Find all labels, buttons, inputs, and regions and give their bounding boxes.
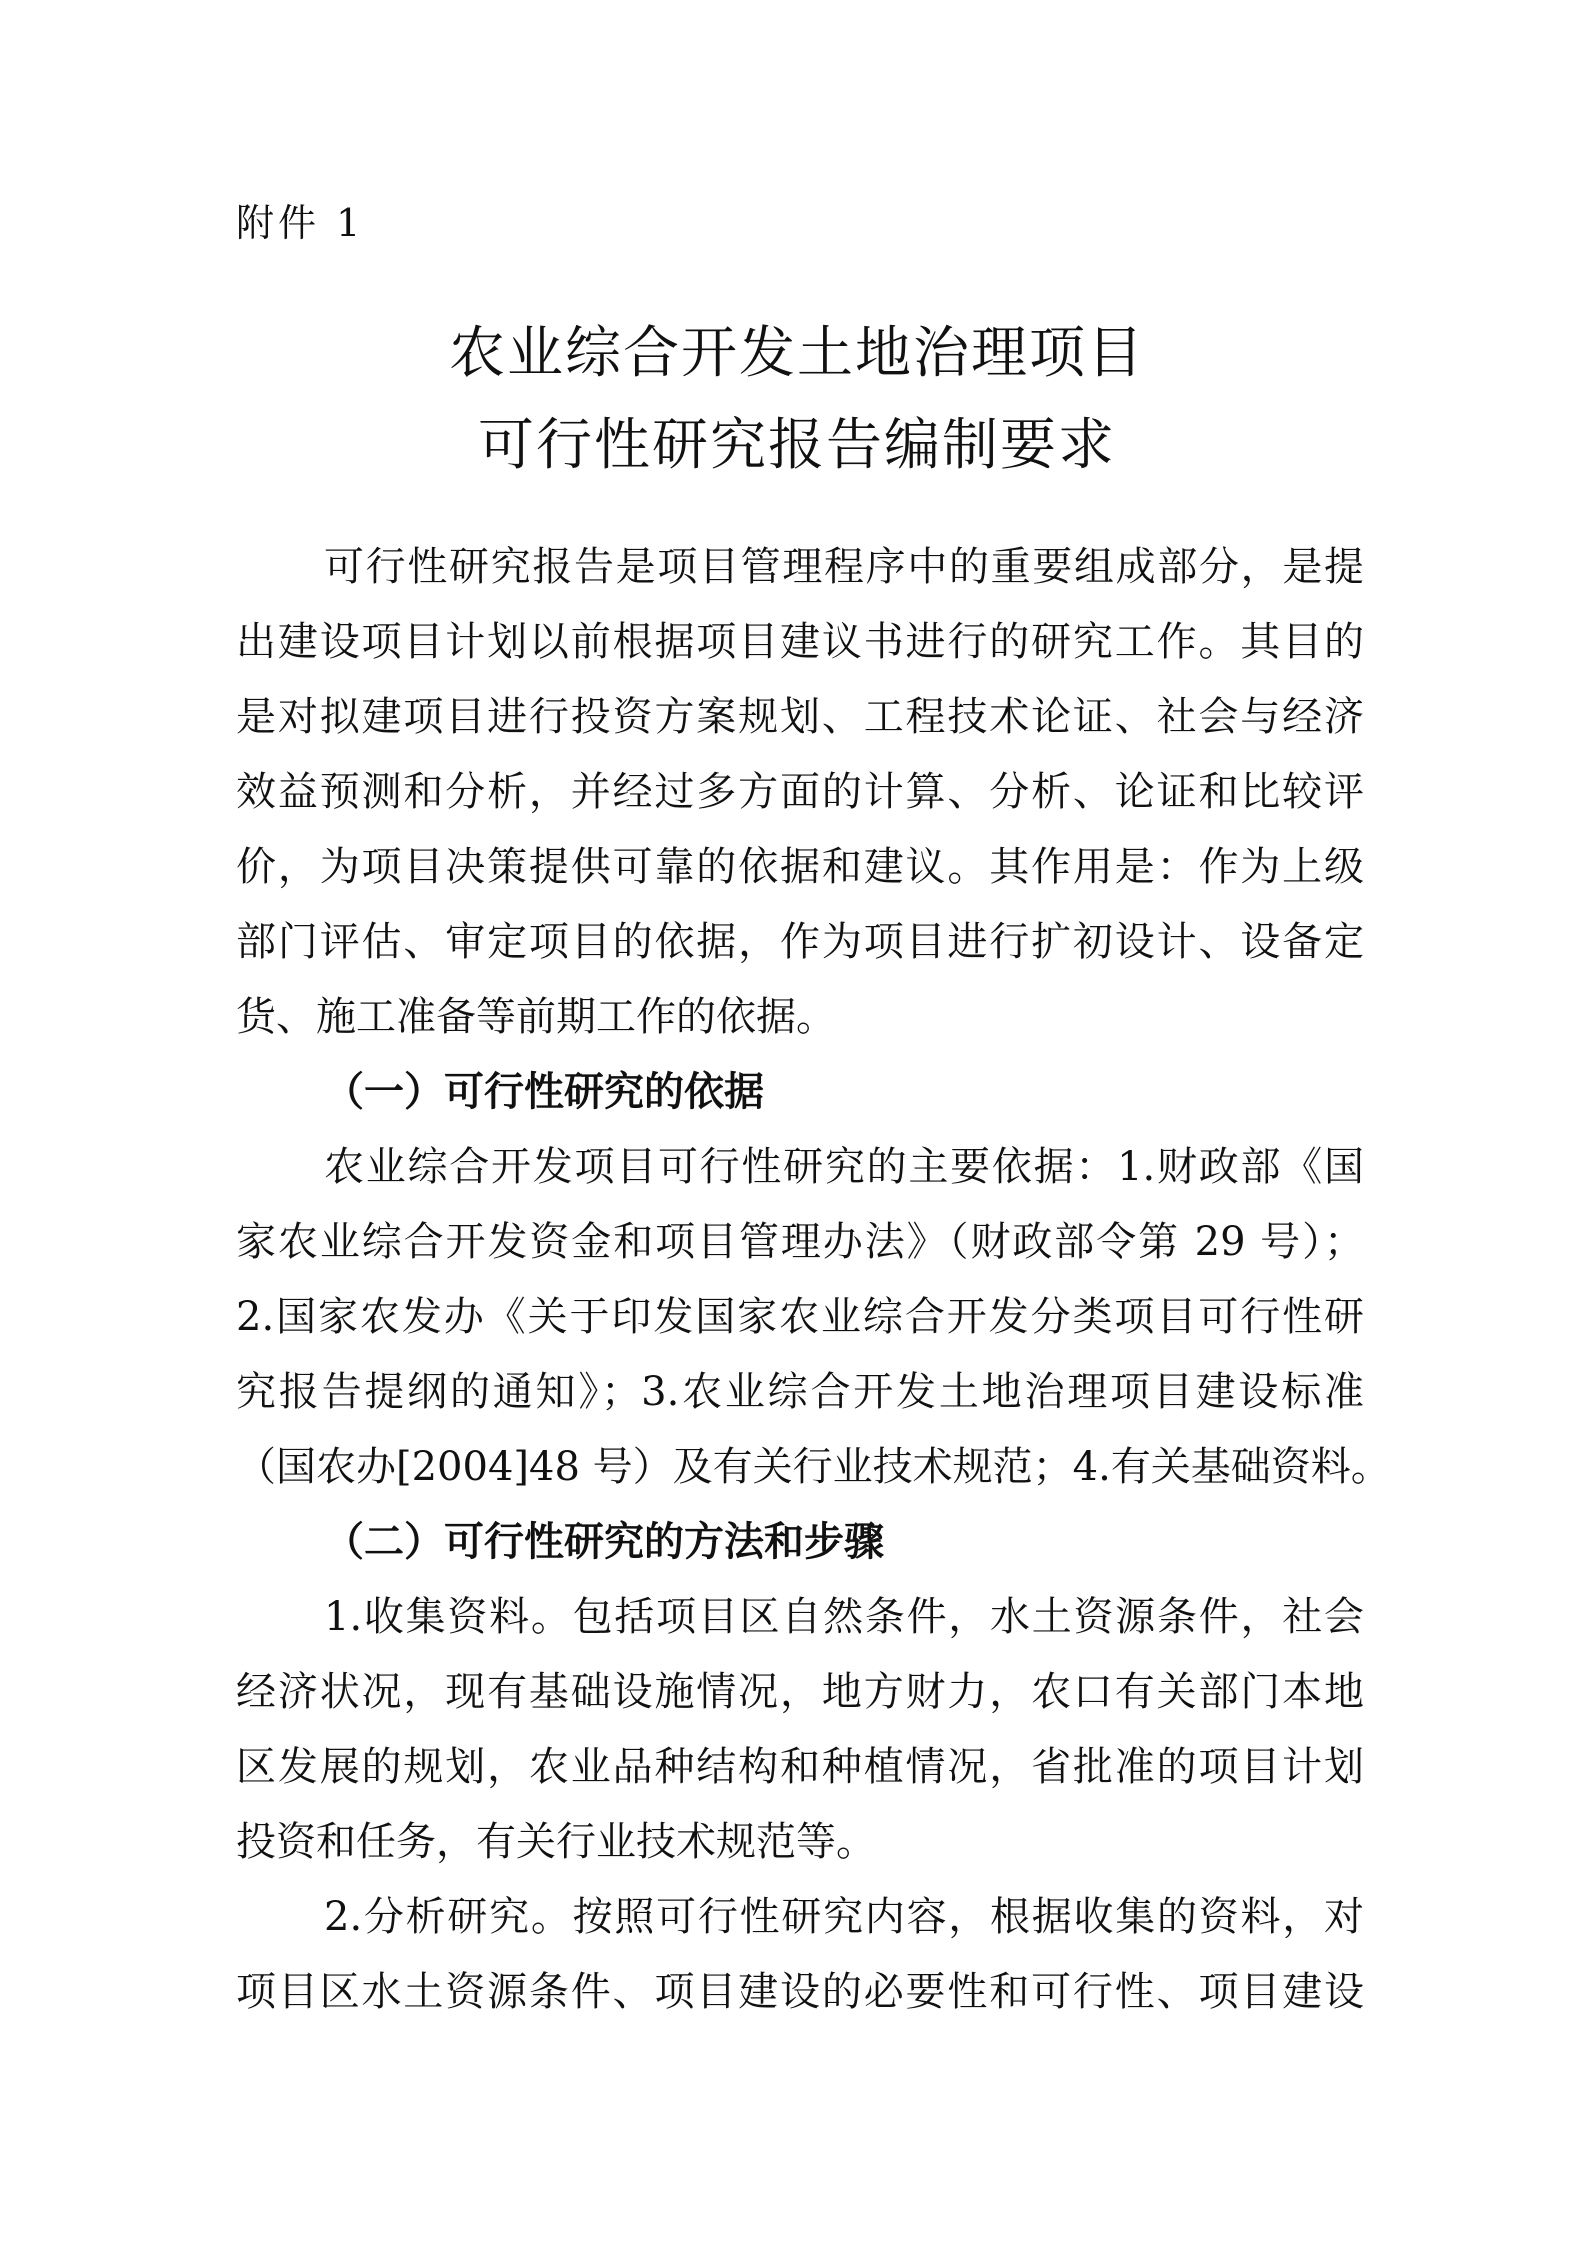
- collect-line: 区发展的规划，农业品种结构和种植情况，省批准的项目计划: [236, 1744, 1364, 1790]
- basis-line: 家农业综合开发资金和项目管理办法》（财政部令第 29 号）；: [236, 1219, 1364, 1265]
- intro-line: 货、施工准备等前期工作的依据。: [236, 994, 836, 1040]
- collect-line: 1.收集资料。包括项目区自然条件，水土资源条件，社会: [324, 1594, 1364, 1640]
- attachment-label: 附件 1: [236, 201, 365, 245]
- section-heading-methods: （二）可行性研究的方法和步骤: [324, 1519, 884, 1565]
- intro-line: 价，为项目决策提供可靠的依据和建议。其作用是：作为上级: [236, 844, 1364, 890]
- analysis-line: 2.分析研究。按照可行性研究内容，根据收集的资料，对: [324, 1894, 1364, 1940]
- analysis-paragraph: [236, 1880, 1364, 2030]
- basis-line: 农业综合开发项目可行性研究的主要依据：1.财政部《国: [324, 1144, 1364, 1190]
- intro-line: 部门评估、审定项目的依据，作为项目进行扩初设计、设备定: [236, 919, 1364, 965]
- intro-line: 可行性研究报告是项目管理程序中的重要组成部分，是提: [324, 544, 1364, 590]
- title-line-1: 农业综合开发土地治理项目: [449, 321, 1145, 386]
- document-body: [236, 530, 1391, 2030]
- collect-line: 投资和任务，有关行业技术规范等。: [236, 1819, 876, 1865]
- section-heading-basis: （一）可行性研究的依据: [324, 1069, 764, 1115]
- collect-line: 经济状况，现有基础设施情况，地方财力，农口有关部门本地: [236, 1669, 1364, 1715]
- intro-line: 出建设项目计划以前根据项目建议书进行的研究工作。其目的: [236, 619, 1364, 665]
- basis-line: 究报告提纲的通知》；3.农业综合开发土地治理项目建设标准: [236, 1369, 1364, 1415]
- intro-paragraph: [236, 530, 1364, 1055]
- analysis-line: 项目区水土资源条件、项目建设的必要性和可行性、项目建设: [236, 1969, 1364, 2015]
- basis-line: （国农办[2004]48 号）及有关行业技术规范；4.有关基础资料。: [236, 1444, 1391, 1490]
- intro-line: 是对拟建项目进行投资方案规划、工程技术论证、社会与经济: [236, 694, 1364, 740]
- collect-data-paragraph: [236, 1580, 1364, 1880]
- intro-line: 效益预测和分析，并经过多方面的计算、分析、论证和比较评: [236, 769, 1364, 815]
- basis-line: 2.国家农发办《关于印发国家农业综合开发分类项目可行性研: [236, 1294, 1364, 1340]
- document-title: [0, 308, 1594, 492]
- basis-paragraph: [236, 1130, 1391, 1505]
- title-line-2: 可行性研究报告编制要求: [478, 413, 1116, 478]
